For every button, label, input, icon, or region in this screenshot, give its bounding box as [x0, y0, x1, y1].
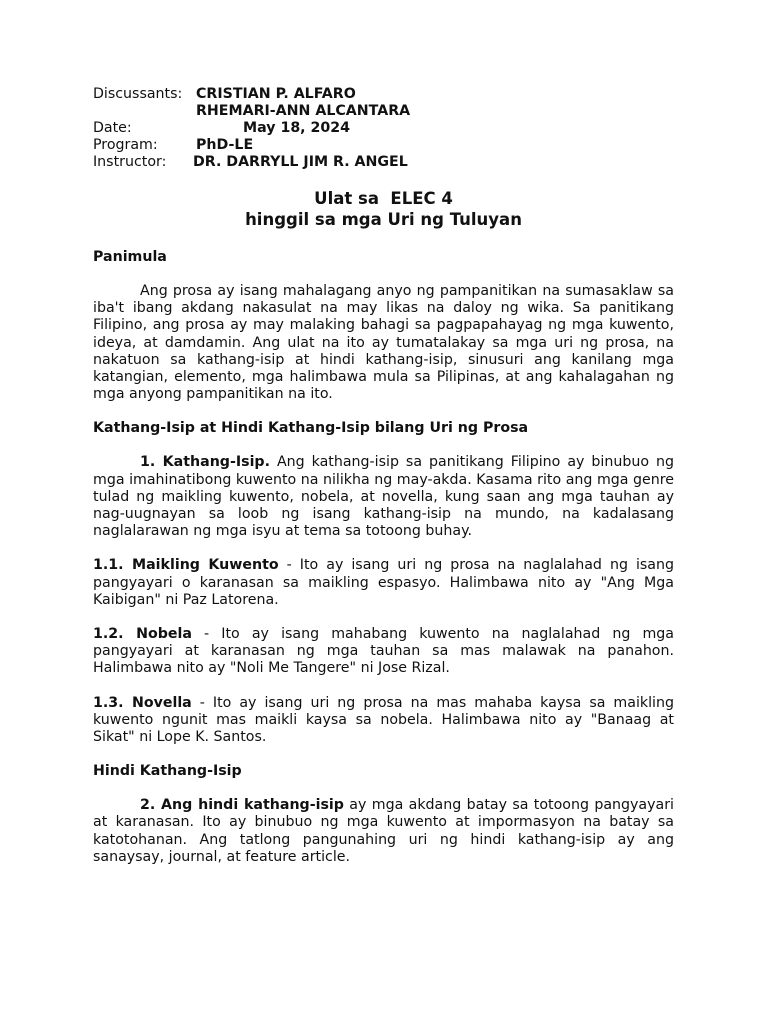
date-value: May 18, 2024	[243, 120, 351, 136]
program-value: PhD-LE	[196, 137, 254, 153]
nobela-paragraph	[93, 626, 674, 678]
hindi-kathang-isip-paragraph	[93, 797, 674, 866]
date-row	[93, 120, 674, 137]
kathang-isip-section-heading: Kathang-Isip at Hindi Kathang-Isip bilang Uri ng Prosa	[93, 420, 529, 437]
program-row	[93, 137, 674, 154]
nobela-body: - Ito ay isang mahabang kuwento na naglalahad ng mga pangyayari at karanasan ng mga tauhan sa mas malawak na panahon. Halimbawa nito ay "Noli Me Tangere" ni Jose Rizal.	[93, 626, 674, 677]
instructor-row	[93, 154, 674, 171]
discussant-1: CRISTIAN P. ALFARO	[196, 86, 356, 102]
kathang-isip-paragraph	[93, 454, 674, 540]
maikling-kuwento-paragraph	[93, 557, 674, 609]
title-line-1: Ulat sa ELEC 4	[314, 189, 453, 208]
title-line-2: hinggil sa mga Uri ng Tuluyan	[245, 210, 522, 229]
instructor-value: DR. DARRYLL JIM R. ANGEL	[193, 154, 408, 170]
hindi-kathang-isip-label: 2. Ang hindi kathang-isip	[140, 797, 344, 814]
discussants-row	[93, 86, 674, 103]
panimula-paragraph: Ang prosa ay isang mahalagang anyo ng pampanitikan na sumasaklaw sa iba't ibang akdang nakasulat na may likas na daloy ng wika. Sa panitikang Filipino, ang prosa ay may malaking bahagi sa pagpapahayag ng mga kuwento, ideya, at damdamin. Ang ulat na ito ay tumatalakay sa mga uri ng prosa, na nakatuon sa kathang-isip at hindi kathang-isip, sinusuri ang kanilang mga katangian, elemento, mga halimbawa mula sa Pilipinas, at ang kahalagahan ng mga anyong pampanitikan na ito.	[93, 283, 674, 403]
header-block	[93, 86, 674, 171]
novella-label: 1.3. Novella	[93, 694, 192, 711]
hindi-kathang-isip-body: ay mga akdang batay sa totoong pangyayari at karanasan. Ito ay binubuo ng mga kuwento at impormasyon na batay sa katotohanan. Ang tatlong pangunahing uri ng hindi kathang-isip ay ang sanaysay, journal, at feature article.	[93, 797, 674, 865]
kathang-isip-label: 1. Kathang-Isip.	[140, 454, 270, 471]
instructor-label: Instructor:	[93, 154, 167, 170]
discussant-2-row	[93, 103, 674, 120]
program-label: Program:	[93, 137, 158, 153]
maikling-kuwento-label: 1.1. Maikling Kuwento	[93, 557, 279, 574]
hindi-kathang-isip-heading: Hindi Kathang-Isip	[93, 763, 242, 780]
discussants-label: Discussants:	[93, 86, 183, 102]
date-label: Date:	[93, 120, 132, 136]
report-title	[93, 188, 674, 230]
panimula-heading: Panimula	[93, 249, 167, 265]
discussant-2: RHEMARI-ANN ALCANTARA	[196, 103, 411, 119]
maikling-kuwento-body: - Ito ay isang uri ng prosa na naglalahad ng isang pangyayari o karanasan sa maikling espasyo. Halimbawa nito ay "Ang Mga Kaibigan" ni Paz Latorena.	[93, 557, 674, 608]
novella-paragraph	[93, 695, 674, 747]
kathang-isip-body: Ang kathang-isip sa panitikang Filipino ay binubuo ng mga imahinatibong kuwento na nilikha ng may-akda. Kasama rito ang mga genre tulad ng maikling kuwento, nobela, at novella, kung saan ang mga tauhan ay nag-uugnayan sa loob ng isang kathang-isip na mundo, na kadalasang naglalarawan ng mga isyu at tema sa totoong buhay.	[93, 454, 674, 540]
novella-body: - Ito ay isang uri ng prosa na mas mahaba kaysa sa maikling kuwento ngunit mas maikli kaysa sa nobela. Halimbawa nito ay "Banaag at Sikat" ni Lope K. Santos.	[93, 694, 674, 746]
nobela-label: 1.2. Nobela	[93, 626, 192, 643]
